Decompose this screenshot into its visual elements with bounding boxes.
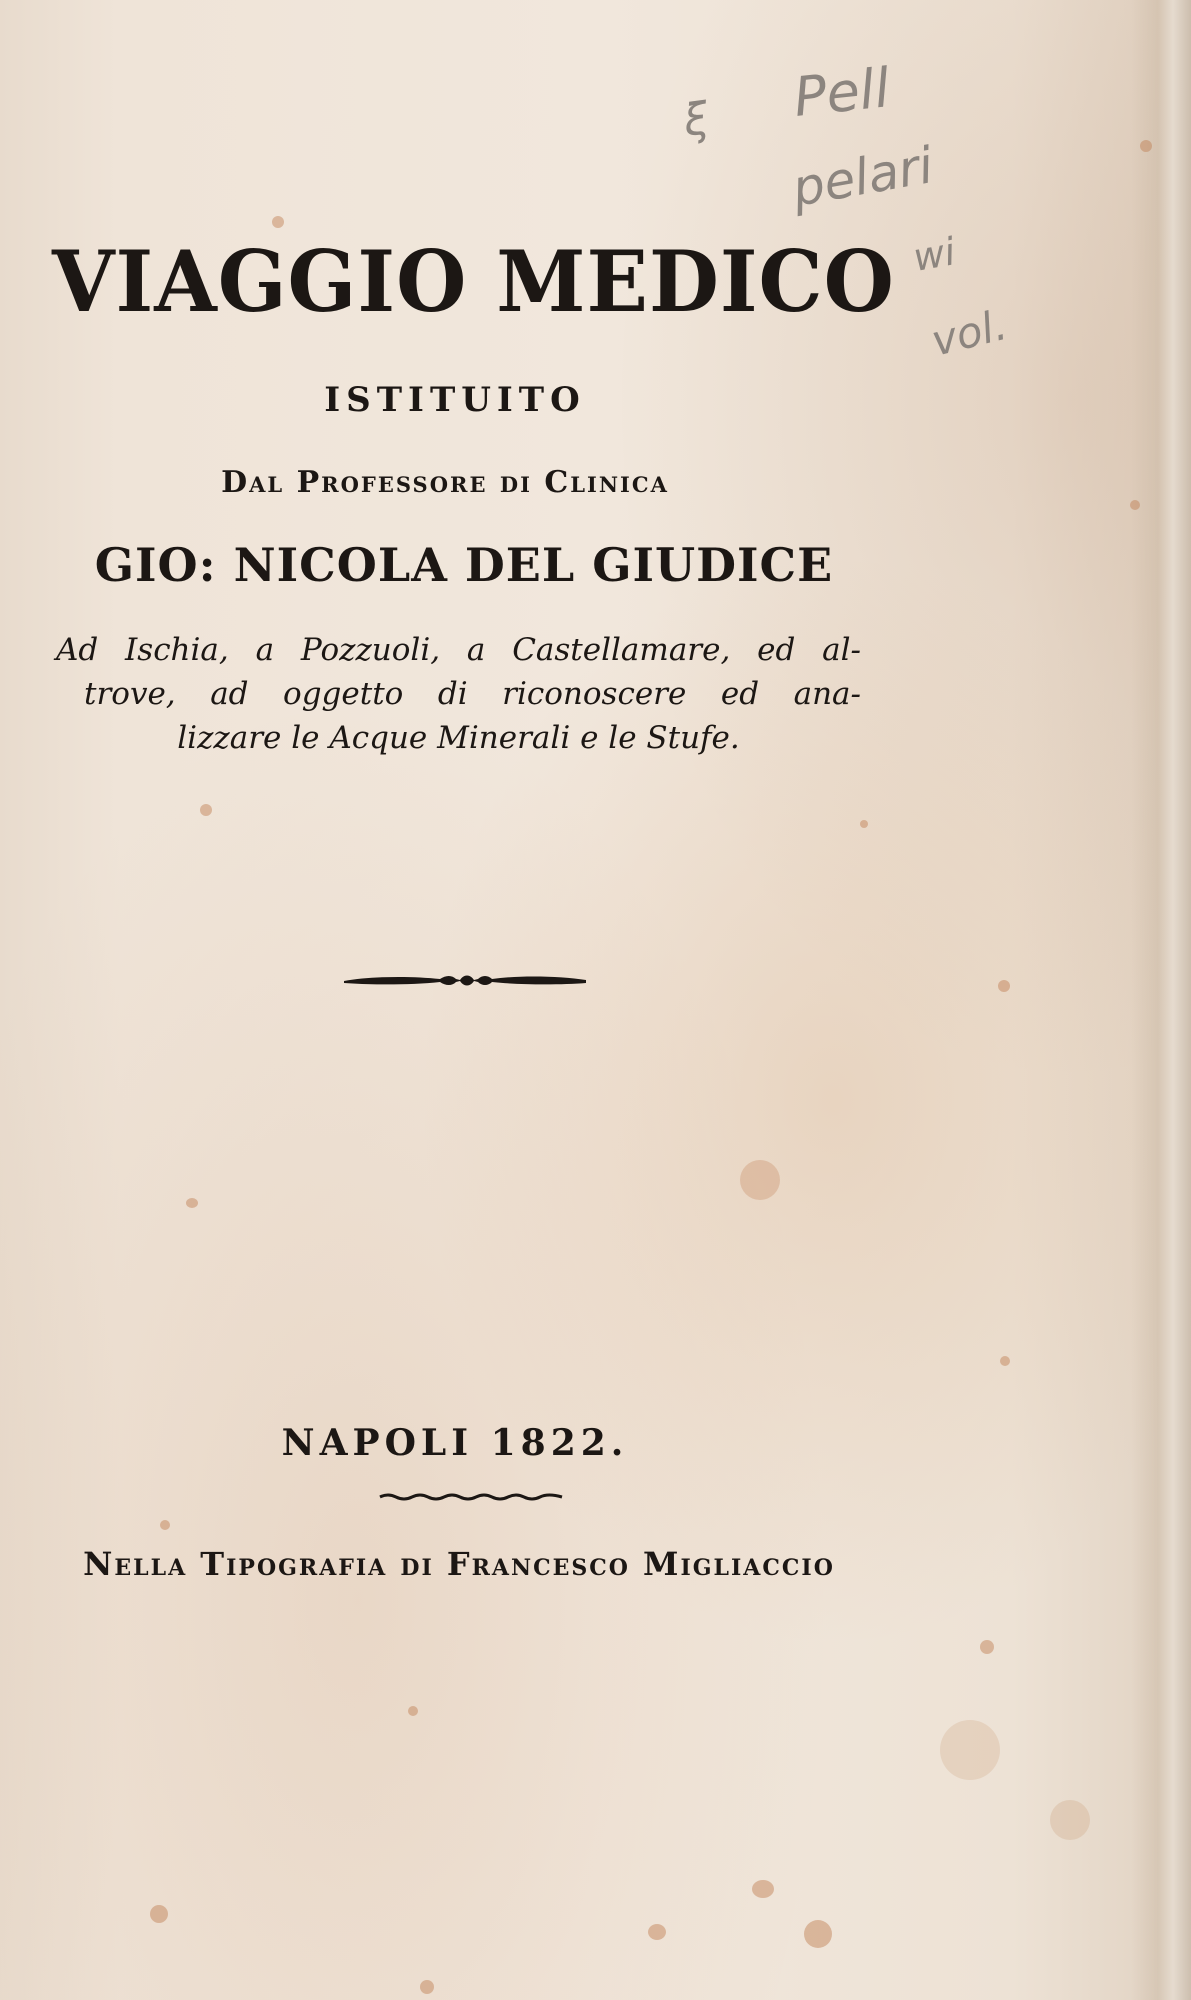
book-title: VIAGGIO MEDICO — [52, 232, 895, 331]
printer-line: Nella Tipografia di Francesco Migliaccio — [83, 1545, 835, 1583]
svg-text:vol.: vol. — [926, 299, 1012, 366]
pencil-annotation — [676, 56, 1036, 386]
subtitle-line-3: lizzare le Acque Minerali e le Stufe. — [177, 720, 740, 756]
svg-text:wi: wi — [909, 229, 959, 280]
paper-edge — [1131, 0, 1191, 2000]
subtitle — [56, 628, 861, 760]
svg-text:pelari: pelari — [788, 136, 938, 218]
svg-text:ξ: ξ — [680, 92, 712, 147]
subtitle-line-1: Ad Ischia, a Pozzuoli, a Castellamare, ed al- — [56, 632, 861, 668]
professor-line: Dal Professore di Clinica — [221, 465, 669, 500]
svg-text:Pell: Pell — [790, 56, 893, 129]
imprint-city-year: NAPOLI 1822. — [281, 1422, 629, 1464]
author-name: GIO: NICOLA DEL GIUDICE — [94, 538, 834, 592]
ornament-divider — [342, 968, 588, 992]
istituito-line: ISTITUITO — [324, 380, 586, 420]
small-rule — [378, 1492, 564, 1502]
subtitle-line-2: trove, ad oggetto di riconoscere ed ana- — [84, 676, 861, 712]
